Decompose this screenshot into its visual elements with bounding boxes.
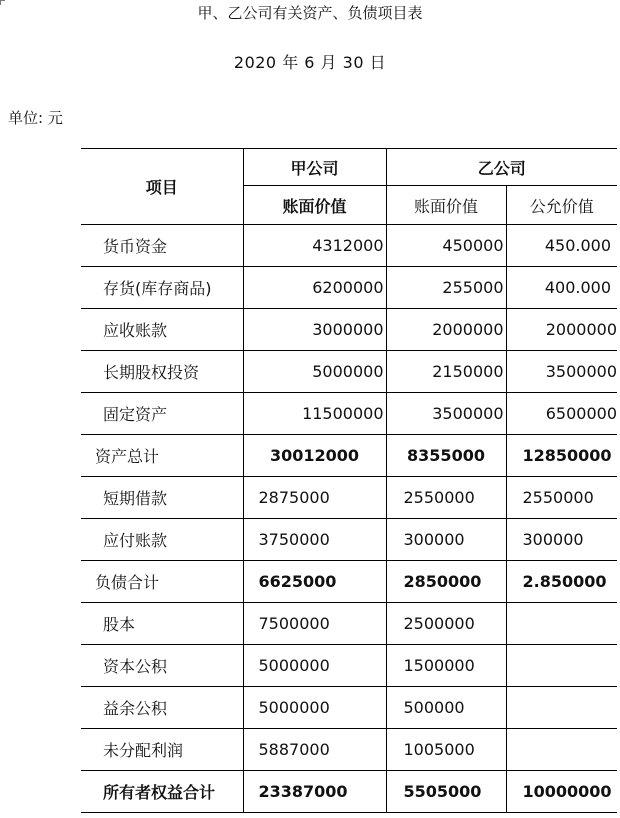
row-label: 资产总计 [81,435,243,477]
cell-a: 2875000 [243,477,386,519]
table-row [81,309,617,351]
table-row [81,687,617,729]
cell-b-book: 2550000 [386,477,506,519]
document-title: 甲、乙公司有关资产、负债项目表 [197,4,423,22]
cell-b-fair: 3500000 [506,351,617,393]
cell-b-book: 500000 [386,687,506,729]
cell-a: 3000000 [243,309,386,351]
header-a-book: 账面价值 [243,186,386,225]
row-label: 存货(库存商品) [81,267,243,309]
cell-a: 7500000 [243,603,386,645]
balance-table [81,148,617,813]
header-company-b: 乙公司 [386,149,617,186]
cell-a: 5000000 [243,351,386,393]
cell-b-fair: 2.850000 [506,561,617,603]
cell-b-fair: 6500000 [506,393,617,435]
table-row-total [81,435,617,477]
cell-b-book: 1005000 [386,729,506,771]
cell-b-fair: 450.000 [506,225,617,267]
cell-a: 5887000 [243,729,386,771]
cell-b-book: 450000 [386,225,506,267]
header-row-1 [81,149,617,186]
cell-b-book: 3500000 [386,393,506,435]
row-label: 应收账款 [81,309,243,351]
table-row [81,393,617,435]
row-label: 短期借款 [81,477,243,519]
header-item: 项目 [81,149,243,225]
cell-b-book: 2850000 [386,561,506,603]
table-row [81,645,617,687]
table-row-total [81,561,617,603]
cell-b-book: 2150000 [386,351,506,393]
document-date: 2020 年 6 月 30 日 [233,53,387,72]
table-row [81,225,617,267]
cell-b-fair: 400.000 [506,267,617,309]
header-company-a: 甲公司 [243,149,386,186]
header-b-book: 账面价值 [386,186,506,225]
table-row [81,351,617,393]
header-b-fair: 公允价值 [506,186,617,225]
cell-a: 6200000 [243,267,386,309]
cell-b-book: 8355000 [386,435,506,477]
cell-b-fair [506,729,617,771]
row-label: 未分配利润 [81,729,243,771]
table-row-total [81,771,617,813]
cell-b-fair [506,645,617,687]
cell-a: 5000000 [243,645,386,687]
table-row [81,477,617,519]
table-row [81,729,617,771]
cell-b-book: 300000 [386,519,506,561]
table-row [81,519,617,561]
cell-b-book: 2500000 [386,603,506,645]
cell-a: 4312000 [243,225,386,267]
row-label: 负债合计 [81,561,243,603]
cell-b-book: 1500000 [386,645,506,687]
row-label: 货币资金 [81,225,243,267]
cell-a: 3750000 [243,519,386,561]
cell-b-fair: 300000 [506,519,617,561]
cell-b-book: 2000000 [386,309,506,351]
row-label: 所有者权益合计 [81,771,243,813]
row-label: 固定资产 [81,393,243,435]
cell-a: 23387000 [243,771,386,813]
row-label: 资本公积 [81,645,243,687]
table-row [81,603,617,645]
unit-label: 单位: 元 [8,109,63,127]
cell-a: 30012000 [243,435,386,477]
cell-b-fair [506,687,617,729]
cell-a: 6625000 [243,561,386,603]
row-label: 应付账款 [81,519,243,561]
cell-a: 5000000 [243,687,386,729]
cell-b-fair: 12850000 [506,435,617,477]
row-label: 长期股权投资 [81,351,243,393]
row-label: 股本 [81,603,243,645]
cell-b-fair: 2550000 [506,477,617,519]
cell-b-fair: 10000000 [506,771,617,813]
row-label: 益余公积 [81,687,243,729]
cell-b-fair [506,603,617,645]
cell-a: 11500000 [243,393,386,435]
cell-b-book: 5505000 [386,771,506,813]
table-row [81,267,617,309]
cell-b-book: 255000 [386,267,506,309]
cell-b-fair: 2000000 [506,309,617,351]
